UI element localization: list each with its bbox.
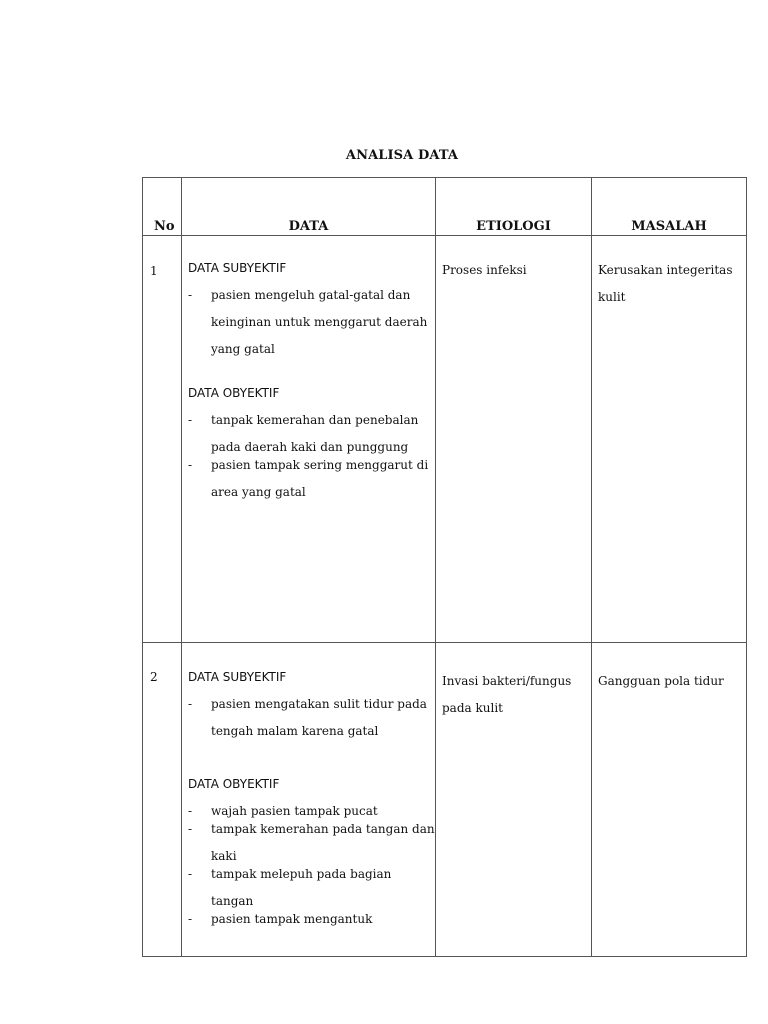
subjective-label: DATA SUBYEKTIF: [188, 261, 287, 275]
bullet: -: [188, 288, 193, 302]
header-etiologi: ETIOLOGI: [436, 178, 592, 236]
data-cell: [182, 643, 436, 957]
data-line: tampak melepuh pada bagian: [211, 867, 392, 881]
data-line: tampak kemerahan pada tangan dan: [211, 822, 435, 836]
data-line: wajah pasien tampak pucat: [211, 804, 378, 818]
table-row: [143, 643, 747, 957]
document-title: ANALISA DATA: [345, 148, 459, 163]
bullet: -: [188, 867, 193, 881]
row-number: 2: [143, 643, 182, 957]
data-cell: [182, 236, 436, 643]
data-line: pada daerah kaki dan punggung: [211, 440, 409, 454]
objective-label: DATA OBYEKTIF: [188, 386, 280, 400]
data-line: area yang gatal: [211, 485, 306, 499]
bullet: -: [188, 804, 193, 818]
data-line: pasien tampak sering menggarut di: [211, 458, 429, 472]
masalah-cell: Kerusakan integeritas kulit: [592, 236, 747, 643]
data-line: kaki: [211, 849, 237, 863]
etiologi-cell: Invasi bakteri/fungus pada kulit: [436, 643, 592, 957]
row-number: 1: [143, 236, 182, 643]
analysis-table: [142, 177, 747, 957]
etiologi-cell: Proses infeksi: [436, 236, 592, 643]
bullet: -: [188, 822, 193, 836]
table-header-row: [143, 178, 747, 236]
table-row: [143, 236, 747, 643]
data-line: tangan: [211, 894, 254, 908]
objective-label: DATA OBYEKTIF: [188, 777, 280, 791]
bullet: -: [188, 458, 193, 472]
data-line: pasien tampak mengantuk: [211, 912, 373, 926]
data-line: tengah malam karena gatal: [211, 724, 379, 738]
data-line: tanpak kemerahan dan penebalan: [211, 413, 419, 427]
data-line: pasien mengeluh gatal-gatal dan: [211, 288, 411, 302]
data-line: yang gatal: [211, 342, 275, 356]
bullet: -: [188, 697, 193, 711]
header-masalah: MASALAH: [592, 178, 747, 236]
masalah-cell: Gangguan pola tidur: [592, 643, 747, 957]
bullet: -: [188, 912, 193, 926]
subjective-label: DATA SUBYEKTIF: [188, 670, 287, 684]
header-no: No: [143, 178, 182, 236]
data-line: keinginan untuk menggarut daerah: [211, 315, 428, 329]
header-data: DATA: [182, 178, 436, 236]
bullet: -: [188, 413, 193, 427]
data-line: pasien mengatakan sulit tidur pada: [211, 697, 427, 711]
